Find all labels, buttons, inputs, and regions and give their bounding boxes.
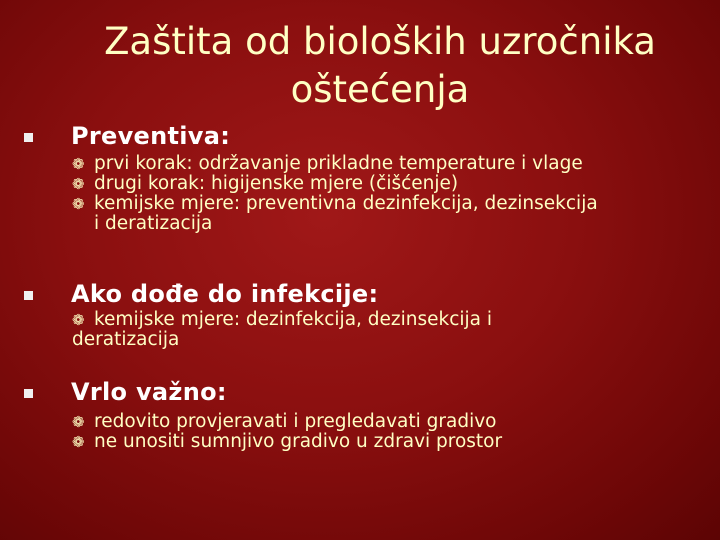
- list-item: ❁ ne unositi sumnjivo gradivo u zdravi prostor: [72, 431, 503, 452]
- square-bullet-icon: [24, 133, 33, 142]
- list-item: ❁ redovito provjeravati i pregledavati gradivo: [72, 411, 497, 432]
- list-item: ❁ drugi korak: higijenske mjere (čišćenje): [72, 173, 459, 194]
- flower-bullet-icon: ❁: [72, 175, 85, 193]
- list-item: ❁ kemijske mjere: dezinfekcija, dezinsekcija i: [72, 309, 493, 330]
- section-heading: Ako dođe do infekcije:: [71, 280, 379, 308]
- list-item: ❁ kemijske mjere: preventivna dezinfekcija, dezinsekcija: [72, 193, 598, 214]
- section-heading: Preventiva:: [71, 122, 231, 150]
- slide-title-line-2: oštećenja: [290, 68, 470, 111]
- list-item: ❁ prvi korak: održavanje prikladne temperature i vlage: [72, 153, 583, 174]
- flower-bullet-icon: ❁: [72, 311, 85, 329]
- section-vrlo-vazno: [24, 378, 502, 452]
- list-item-continuation: deratizacija: [72, 329, 180, 350]
- slide-title: [40, 18, 720, 114]
- flower-bullet-icon: ❁: [72, 413, 85, 431]
- section-infekcija: [24, 280, 492, 350]
- square-bullet-icon: [24, 389, 33, 398]
- square-bullet-icon: [24, 291, 33, 300]
- flower-bullet-icon: ❁: [72, 433, 85, 451]
- section-heading: Vrlo važno:: [71, 378, 227, 406]
- list-item-continuation: i deratizacija: [94, 213, 213, 234]
- section-preventiva: [24, 122, 598, 234]
- flower-bullet-icon: ❁: [72, 155, 85, 173]
- flower-bullet-icon: ❁: [72, 195, 85, 213]
- slide-title-line-1: Zaštita od bioloških uzročnika: [104, 20, 656, 63]
